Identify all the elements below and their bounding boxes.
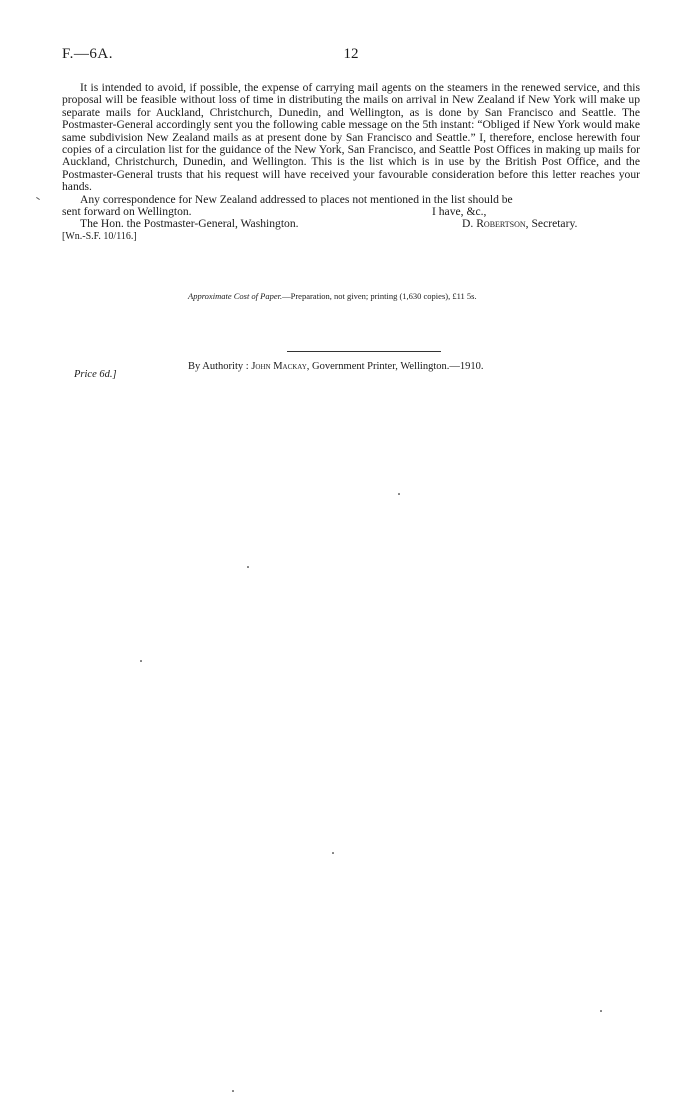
paragraph-correspondence: Any correspondence for New Zealand addressed to places not mentioned in the list should be	[80, 192, 513, 206]
scan-speck	[332, 852, 334, 854]
page-number: 12	[343, 46, 359, 62]
letter-body	[62, 82, 640, 243]
scan-speck	[232, 1090, 234, 1092]
scan-speck	[398, 493, 400, 495]
scan-speck	[247, 566, 249, 568]
price: Price 6d.]	[74, 369, 117, 380]
page-header	[62, 46, 640, 66]
file-reference-line	[62, 231, 640, 243]
authority-prefix: By Authority :	[188, 361, 249, 372]
cost-details: —Preparation, not given; printing (1,630 copies), £11 5s.	[282, 291, 477, 301]
scan-speck	[140, 660, 142, 662]
signatory	[462, 218, 577, 230]
paragraph-intro: It is intended to avoid, if possible, the expense of carrying mail agents on the steamers in the renewed service, and this proposal will be feasible without loss of time in distributing the mails on arrival in New Zealand if New York will make up separate mails for Auckland, Christchurch, Dunedin, and Wellington, as is done by San Francisco and Seattle. The Postmaster-General accordingly sent you the following cable message on the 5th instant: “Obliged if New York would make same subdivision New Zealand mails as at present done by San Francisco and Seattle.” I, therefore, enclose herewith four copies of a circulation list for the guidance of the New York, San Francisco, and Seattle Post Offices in making up mails for Auckland, Christchurch, Dunedin, and Wellington. This is the list which is in use by the British Post Office, and the Postmaster-General trusts that his request will have received your favourable consideration before this letter reaches your hands.	[62, 81, 640, 194]
signature-line	[62, 218, 640, 230]
closing-phrase: I have, &c.,	[432, 205, 487, 219]
printing-authority	[188, 361, 608, 372]
scan-speck	[600, 1010, 602, 1012]
authority-suffix: , Government Printer, Wellington.—1910.	[306, 361, 484, 372]
file-reference: [Wn.-S.F. 10/116.]	[62, 230, 137, 242]
margin-mark	[36, 197, 40, 200]
cost-label: Approximate Cost of Paper.	[188, 291, 283, 301]
signatory-initial: D.	[462, 217, 474, 231]
printer-name: John Mackay	[251, 361, 307, 372]
addressee: The Hon. the Postmaster-General, Washington.	[80, 217, 299, 231]
paragraph-correspondence-end: sent forward on Wellington.	[62, 205, 192, 219]
footer-divider	[287, 351, 441, 352]
signatory-name: Robertson	[476, 217, 526, 231]
document-reference: F.—6A.	[62, 46, 113, 62]
signatory-title: , Secretary.	[525, 217, 578, 231]
cost-of-paper-note	[188, 291, 608, 301]
